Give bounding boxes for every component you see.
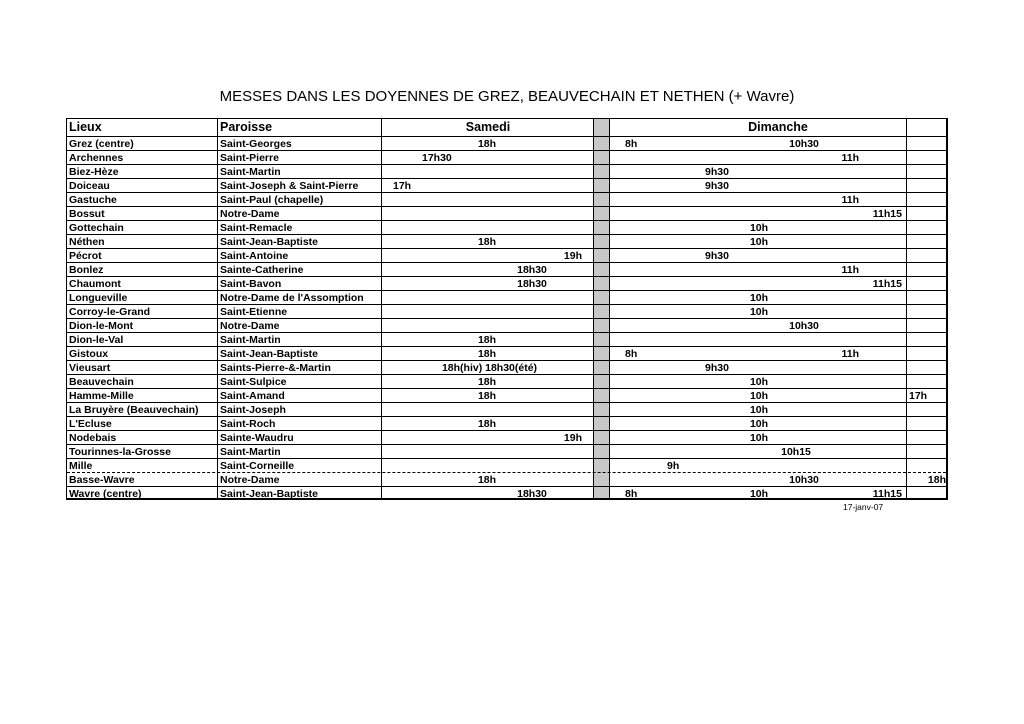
table-row — [67, 235, 946, 249]
table-row — [67, 445, 946, 459]
cell-dimanche-time: 10h — [749, 222, 769, 234]
cell-dimanche-time: 10h — [749, 376, 769, 388]
table-row — [67, 333, 946, 347]
header-paroisse: Paroisse — [220, 120, 273, 134]
cell-samedi-time: 18h — [477, 236, 497, 248]
cell-dimanche-time: 8h — [625, 138, 638, 150]
cell-paroisse: Saint-Georges — [220, 138, 292, 150]
cell-dimanche-time: 10h30 — [789, 320, 819, 332]
table-row — [67, 263, 946, 277]
cell-paroisse: Notre-Dame — [220, 474, 280, 486]
cell-paroisse: Saint-Joseph & Saint-Pierre — [220, 180, 359, 192]
cell-samedi-time: 18h30 — [517, 278, 547, 290]
table-row — [67, 249, 946, 263]
cell-lieu: Archennes — [69, 152, 124, 164]
cell-dimanche-time: 11h15 — [872, 208, 902, 220]
cell-lieu: Grez (centre) — [69, 138, 134, 150]
cell-paroisse: Saint-Martin — [220, 166, 281, 178]
table-row — [67, 389, 946, 403]
table-row — [67, 151, 946, 165]
table-row — [67, 487, 946, 500]
cell-paroisse: Saint-Bavon — [220, 278, 282, 290]
cell-samedi-time: 19h — [563, 250, 582, 262]
cell-paroisse: Notre-Dame de l'Assomption — [220, 292, 364, 304]
cell-dimanche-time: 9h30 — [705, 250, 729, 262]
cell-paroisse: Saint-Amand — [220, 390, 285, 402]
cell-dimanche-time: 10h — [749, 390, 769, 402]
document-date: 17-janv-07 — [843, 502, 884, 512]
cell-dimanche-time: 11h — [841, 194, 859, 206]
cell-dimanche-time: 10h30 — [789, 138, 819, 150]
cell-dimanche-time: 9h — [667, 460, 680, 472]
table-row — [67, 473, 946, 487]
page-title: MESSES DANS LES DOYENNES DE GREZ, BEAUVECHAIN ET NETHEN (+ Wavre) — [219, 88, 795, 105]
table-row — [67, 417, 946, 431]
cell-samedi-time: 17h30 — [422, 152, 452, 164]
cell-paroisse: Saint-Antoine — [220, 250, 289, 262]
cell-dimanche-time: 17h — [909, 390, 928, 402]
cell-dimanche-time: 9h30 — [705, 362, 729, 374]
cell-lieu: Dion-le-Val — [69, 334, 124, 346]
cell-samedi-time: 19h — [563, 432, 582, 444]
cell-paroisse: Saint-Jean-Baptiste — [220, 348, 319, 360]
cell-paroisse: Saints-Pierre-&-Martin — [220, 362, 331, 374]
table-row — [67, 319, 946, 333]
header-dimanche: Dimanche — [748, 120, 808, 134]
cell-lieu: Longueville — [69, 292, 128, 304]
cell-lieu: Nodebais — [69, 432, 117, 444]
header-lieux: Lieux — [69, 120, 102, 134]
cell-dimanche-time: 10h15 — [781, 446, 811, 458]
table-row — [67, 165, 946, 179]
cell-lieu: Gastuche — [69, 194, 117, 206]
table-row — [67, 431, 946, 445]
cell-dimanche-time: 10h — [749, 306, 769, 318]
cell-lieu: Bossut — [69, 208, 105, 220]
cell-paroisse: Saint-Etienne — [220, 306, 288, 318]
cell-samedi-time: 18h30 — [517, 264, 547, 276]
cell-paroisse: Saint-Jean-Baptiste — [220, 236, 319, 248]
cell-dimanche-time: 11h — [841, 348, 859, 360]
cell-dimanche-time: 11h15 — [872, 488, 902, 500]
cell-lieu: Gottechain — [69, 222, 124, 234]
cell-dimanche-time: 11h — [841, 152, 859, 164]
cell-dimanche-time: 8h — [625, 348, 638, 360]
cell-paroisse: Saint-Paul (chapelle) — [220, 194, 324, 206]
schedule-table — [66, 118, 948, 500]
cell-lieu: L'Ecluse — [69, 418, 112, 430]
cell-lieu: Beauvechain — [69, 376, 134, 388]
cell-samedi-time: 18h — [477, 334, 497, 346]
cell-paroisse: Sainte-Waudru — [220, 432, 294, 444]
cell-lieu: Tourinnes-la-Grosse — [69, 446, 171, 458]
cell-lieu: Chaumont — [69, 278, 121, 290]
table-row — [67, 347, 946, 361]
table-row — [67, 137, 946, 151]
table-row — [67, 403, 946, 417]
cell-samedi-time: 18h — [477, 138, 497, 150]
cell-lieu: Vieusart — [69, 362, 111, 374]
cell-dimanche-time: 11h15 — [872, 278, 902, 290]
cell-dimanche-time: 10h30 — [789, 474, 819, 486]
cell-lieu: Néthen — [69, 236, 105, 248]
cell-dimanche-time: 10h — [749, 292, 769, 304]
cell-paroisse: Saint-Martin — [220, 334, 281, 346]
table-row — [67, 277, 946, 291]
cell-samedi-time: 18h30 — [517, 488, 547, 500]
header-samedi: Samedi — [465, 120, 511, 134]
cell-dimanche-time: 8h — [625, 488, 638, 500]
cell-dimanche-time: 10h — [749, 404, 769, 416]
table-row — [67, 193, 946, 207]
cell-dimanche-time: 11h — [841, 264, 859, 276]
table-row — [67, 375, 946, 389]
cell-lieu: Dion-le-Mont — [69, 320, 134, 332]
cell-lieu: Wavre (centre) — [69, 488, 142, 500]
cell-samedi-time: 18h — [477, 376, 497, 388]
table-row — [67, 221, 946, 235]
cell-lieu: Pécrot — [69, 250, 102, 262]
cell-paroisse: Saint-Pierre — [220, 152, 279, 164]
cell-lieu: La Bruyère (Beauvechain) — [69, 404, 199, 416]
cell-samedi-time: 18h — [477, 474, 497, 486]
table-row — [67, 361, 946, 375]
cell-samedi-time: 18h(hiv) 18h30(été) — [441, 362, 538, 374]
cell-samedi-time: 18h — [477, 390, 497, 402]
cell-dimanche-time: 9h30 — [705, 166, 729, 178]
cell-paroisse: Saint-Joseph — [220, 404, 286, 416]
cell-dimanche-time: 9h30 — [705, 180, 729, 192]
cell-samedi-time: 18h — [477, 348, 497, 360]
cell-paroisse: Saint-Sulpice — [220, 376, 287, 388]
cell-paroisse: Saint-Martin — [220, 446, 281, 458]
table-row — [67, 305, 946, 319]
cell-samedi-time: 18h — [477, 418, 497, 430]
cell-paroisse: Saint-Remacle — [220, 222, 293, 234]
cell-paroisse: Sainte-Catherine — [220, 264, 304, 276]
cell-paroisse: Notre-Dame — [220, 208, 280, 220]
cell-paroisse: Saint-Roch — [220, 418, 276, 430]
cell-dimanche-time: 10h — [749, 418, 769, 430]
cell-lieu: Biez-Hèze — [69, 166, 119, 178]
cell-lieu: Bonlez — [69, 264, 104, 276]
cell-paroisse: Saint-Corneille — [220, 460, 295, 472]
cell-paroisse: Notre-Dame — [220, 320, 280, 332]
cell-lieu: Corroy-le-Grand — [69, 306, 151, 318]
table-row — [67, 291, 946, 305]
cell-dimanche-time: 10h — [749, 432, 769, 444]
cell-lieu: Gistoux — [69, 348, 109, 360]
table-row — [67, 179, 946, 193]
cell-paroisse: Saint-Jean-Baptiste — [220, 488, 319, 500]
cell-samedi-time: 17h — [393, 180, 412, 192]
cell-dimanche-time: 10h — [749, 488, 769, 500]
cell-dimanche-time: 18h — [927, 474, 946, 486]
cell-lieu: Basse-Wavre — [69, 474, 135, 486]
cell-lieu: Doiceau — [69, 180, 110, 192]
table-row — [67, 207, 946, 221]
table-row — [67, 459, 946, 473]
cell-lieu: Hamme-Mille — [69, 390, 134, 402]
cell-lieu: Mille — [69, 460, 93, 472]
cell-dimanche-time: 10h — [749, 236, 769, 248]
